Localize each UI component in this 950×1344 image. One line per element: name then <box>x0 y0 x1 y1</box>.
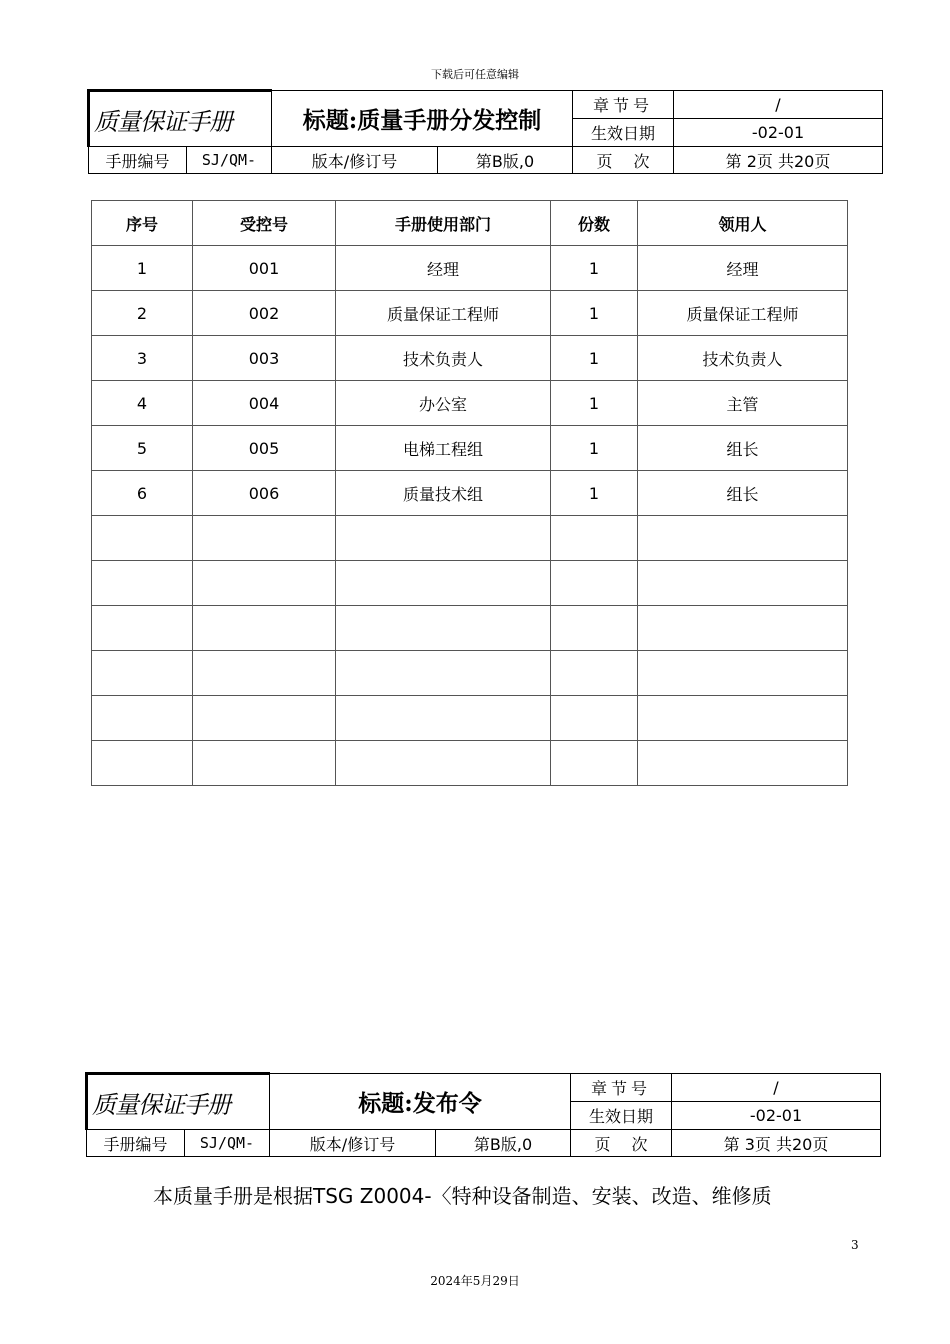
header-recipient: 领用人 <box>638 201 848 246</box>
cell-recipient <box>638 606 848 651</box>
cell-control-no: 005 <box>193 426 336 471</box>
page-label: 页 次 <box>571 1130 672 1157</box>
cell-department: 电梯工程组 <box>336 426 551 471</box>
cell-copies: 1 <box>551 246 638 291</box>
cell-control-no <box>193 651 336 696</box>
cell-department <box>336 606 551 651</box>
table-row <box>92 606 848 651</box>
cell-control-no <box>193 696 336 741</box>
page-value: 第 2页 共20页 <box>674 147 883 174</box>
table-row <box>92 561 848 606</box>
table-row <box>92 291 848 336</box>
cell-control-no: 003 <box>193 336 336 381</box>
version-label: 版本/修订号 <box>270 1130 436 1157</box>
cell-recipient <box>638 696 848 741</box>
cell-copies: 1 <box>551 426 638 471</box>
cell-department <box>336 696 551 741</box>
cell-seq: 2 <box>92 291 193 336</box>
page-value: 第 3页 共20页 <box>672 1130 881 1157</box>
table-row <box>92 696 848 741</box>
page-label: 页 次 <box>573 147 674 174</box>
cell-department: 质量技术组 <box>336 471 551 516</box>
cell-control-no <box>193 741 336 786</box>
cell-department <box>336 741 551 786</box>
table-row <box>92 651 848 696</box>
cell-copies <box>551 651 638 696</box>
cell-copies: 1 <box>551 381 638 426</box>
cell-control-no <box>193 561 336 606</box>
footer-date: 2024年5月29日 <box>430 1274 520 1288</box>
cell-recipient <box>638 561 848 606</box>
cell-recipient: 技术负责人 <box>638 336 848 381</box>
version-value: 第B版,0 <box>438 147 573 174</box>
manual-logo: 质量保证手册 <box>87 1074 270 1130</box>
cell-seq: 4 <box>92 381 193 426</box>
cell-department <box>336 561 551 606</box>
doc-header-1 <box>87 89 883 174</box>
cell-seq <box>92 516 193 561</box>
cell-seq <box>92 741 193 786</box>
cell-department <box>336 516 551 561</box>
cell-recipient <box>638 651 848 696</box>
body-paragraph: 本质量手册是根据TSG Z0004-〈特种设备制造、安装、改造、维修质 <box>153 1184 772 1208</box>
header-seq: 序号 <box>92 201 193 246</box>
page-title: 标题:质量手册分发控制 <box>272 91 573 147</box>
top-note: 下载后可任意编辑 <box>431 68 519 81</box>
table-row <box>92 471 848 516</box>
chapter-label: 章节号 <box>573 91 674 119</box>
cell-recipient: 组长 <box>638 471 848 516</box>
cell-seq <box>92 651 193 696</box>
chapter-value: / <box>674 91 883 119</box>
cell-control-no: 002 <box>193 291 336 336</box>
distribution-table <box>91 200 848 786</box>
version-label: 版本/修订号 <box>272 147 438 174</box>
cell-seq <box>92 606 193 651</box>
table-row <box>92 381 848 426</box>
manual-no-label: 手册编号 <box>89 147 187 174</box>
effective-date-value: -02-01 <box>674 119 883 147</box>
cell-recipient <box>638 516 848 561</box>
cell-copies: 1 <box>551 336 638 381</box>
cell-control-no: 001 <box>193 246 336 291</box>
table-row <box>92 426 848 471</box>
cell-copies <box>551 516 638 561</box>
manual-no-value: SJ/QM- <box>185 1130 270 1157</box>
cell-copies <box>551 696 638 741</box>
page-title: 标题:发布令 <box>270 1074 571 1130</box>
cell-department: 技术负责人 <box>336 336 551 381</box>
header-copies: 份数 <box>551 201 638 246</box>
cell-seq: 1 <box>92 246 193 291</box>
cell-control-no: 004 <box>193 381 336 426</box>
page-number: 3 <box>851 1238 859 1252</box>
chapter-value: / <box>672 1074 881 1102</box>
cell-control-no <box>193 516 336 561</box>
cell-copies <box>551 606 638 651</box>
table-row <box>92 336 848 381</box>
cell-seq: 5 <box>92 426 193 471</box>
cell-department: 经理 <box>336 246 551 291</box>
manual-no-value: SJ/QM- <box>187 147 272 174</box>
effective-date-value: -02-01 <box>672 1102 881 1130</box>
cell-recipient <box>638 741 848 786</box>
cell-recipient: 主管 <box>638 381 848 426</box>
cell-recipient: 组长 <box>638 426 848 471</box>
cell-copies <box>551 741 638 786</box>
doc-header-2 <box>85 1072 881 1157</box>
cell-seq <box>92 696 193 741</box>
table-header-row <box>92 201 848 246</box>
cell-control-no: 006 <box>193 471 336 516</box>
cell-copies <box>551 561 638 606</box>
cell-department <box>336 651 551 696</box>
table-row <box>92 741 848 786</box>
cell-recipient: 经理 <box>638 246 848 291</box>
cell-seq <box>92 561 193 606</box>
version-value: 第B版,0 <box>436 1130 571 1157</box>
cell-seq: 6 <box>92 471 193 516</box>
effective-date-label: 生效日期 <box>571 1102 672 1130</box>
effective-date-label: 生效日期 <box>573 119 674 147</box>
cell-copies: 1 <box>551 471 638 516</box>
header-control-no: 受控号 <box>193 201 336 246</box>
manual-no-label: 手册编号 <box>87 1130 185 1157</box>
table-row <box>92 516 848 561</box>
table-row <box>92 246 848 291</box>
manual-logo: 质量保证手册 <box>89 91 272 147</box>
header-department: 手册使用部门 <box>336 201 551 246</box>
cell-copies: 1 <box>551 291 638 336</box>
cell-recipient: 质量保证工程师 <box>638 291 848 336</box>
cell-department: 质量保证工程师 <box>336 291 551 336</box>
chapter-label: 章节号 <box>571 1074 672 1102</box>
cell-department: 办公室 <box>336 381 551 426</box>
cell-control-no <box>193 606 336 651</box>
cell-seq: 3 <box>92 336 193 381</box>
